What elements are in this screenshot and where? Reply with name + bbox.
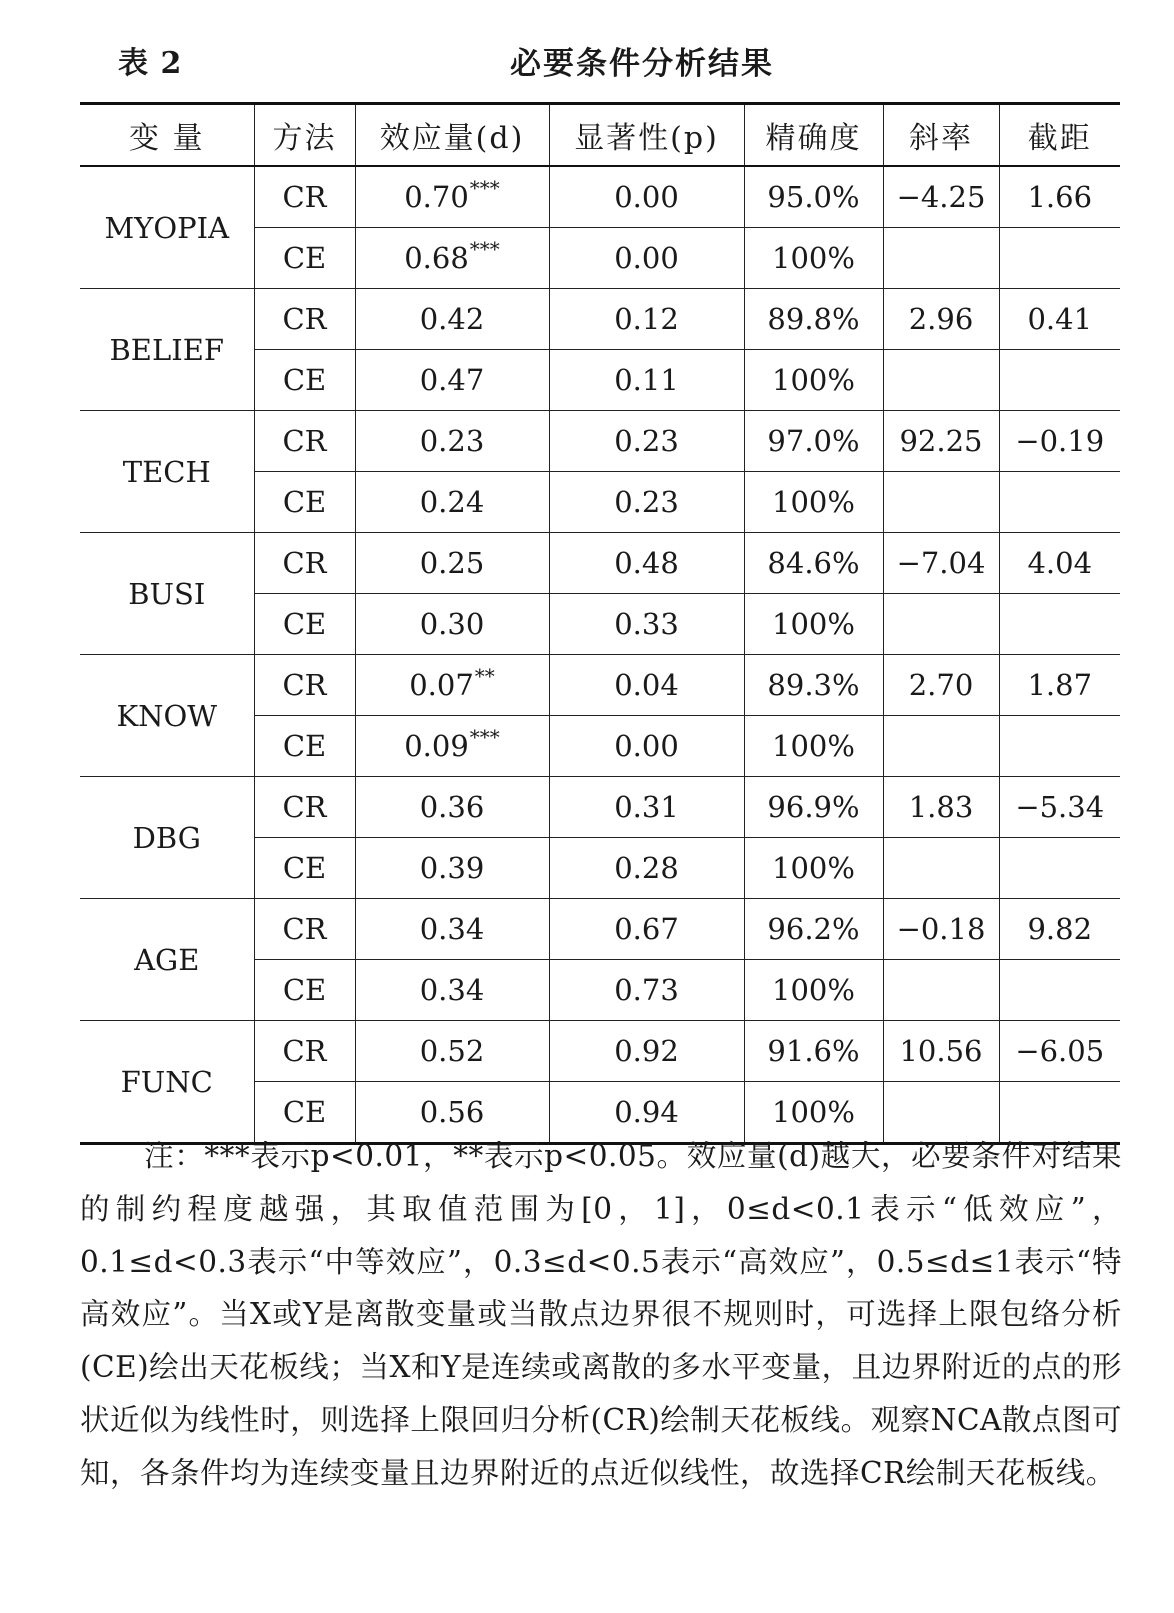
significance-marker: *** (469, 725, 500, 749)
accuracy-cell: 100% (744, 350, 883, 411)
accuracy-cell: 100% (744, 716, 883, 777)
slope-cell: −7.04 (883, 533, 999, 594)
intercept-cell (999, 350, 1120, 411)
header-row (80, 104, 1120, 167)
table-note (80, 1130, 1122, 1500)
p-value-cell: 0.28 (549, 838, 744, 899)
p-value-cell: 0.48 (549, 533, 744, 594)
intercept-cell: 4.04 (999, 533, 1120, 594)
accuracy-cell: 95.0% (744, 166, 883, 228)
variable-cell: TECH (80, 411, 254, 533)
effect-size-value: 0.07 (409, 668, 474, 702)
method-cell: CE (254, 472, 355, 533)
table-row (80, 777, 1120, 838)
header-method: 方法 (254, 104, 355, 167)
effect-size-value: 0.68 (404, 241, 469, 275)
slope-cell: −4.25 (883, 166, 999, 228)
method-cell: CR (254, 899, 355, 960)
effect-size-value: 0.42 (419, 302, 485, 336)
p-value-cell: 0.67 (549, 899, 744, 960)
header-intercept: 截距 (999, 104, 1120, 167)
significance-marker: *** (469, 237, 500, 261)
p-value-cell: 0.73 (549, 960, 744, 1021)
accuracy-cell: 97.0% (744, 411, 883, 472)
intercept-cell: 0.41 (999, 289, 1120, 350)
effect-size-value: 0.52 (419, 1034, 485, 1068)
intercept-cell: 9.82 (999, 899, 1120, 960)
method-cell: CE (254, 228, 355, 289)
intercept-cell: 1.66 (999, 166, 1120, 228)
slope-cell: −0.18 (883, 899, 999, 960)
effect-size-cell (355, 1021, 549, 1082)
slope-cell (883, 472, 999, 533)
method-cell: CR (254, 411, 355, 472)
slope-cell: 10.56 (883, 1021, 999, 1082)
results-table (80, 102, 1120, 1145)
accuracy-cell: 100% (744, 472, 883, 533)
accuracy-cell: 91.6% (744, 1021, 883, 1082)
intercept-cell: −6.05 (999, 1021, 1120, 1082)
method-cell: CR (254, 289, 355, 350)
significance-marker: *** (469, 176, 500, 200)
accuracy-cell: 96.2% (744, 899, 883, 960)
effect-size-cell (355, 594, 549, 655)
header-effect-size: 效应量(d) (355, 104, 549, 167)
intercept-cell: 1.87 (999, 655, 1120, 716)
variable-cell: BUSI (80, 533, 254, 655)
p-value-cell: 0.31 (549, 777, 744, 838)
effect-size-value: 0.34 (419, 912, 485, 946)
effect-size-cell (355, 838, 549, 899)
slope-cell: 2.70 (883, 655, 999, 716)
method-cell: CR (254, 777, 355, 838)
intercept-cell: −5.34 (999, 777, 1120, 838)
header-accuracy: 精确度 (744, 104, 883, 167)
table-caption (0, 30, 1174, 90)
effect-size-cell (355, 166, 549, 228)
accuracy-cell: 100% (744, 228, 883, 289)
effect-size-cell (355, 289, 549, 350)
method-cell: CR (254, 655, 355, 716)
slope-cell: 2.96 (883, 289, 999, 350)
accuracy-cell: 100% (744, 1082, 883, 1144)
header-slope: 斜率 (883, 104, 999, 167)
method-cell: CE (254, 350, 355, 411)
table-row (80, 533, 1120, 594)
p-value-cell: 0.00 (549, 228, 744, 289)
intercept-cell (999, 716, 1120, 777)
p-value-cell: 0.94 (549, 1082, 744, 1144)
method-cell: CR (254, 1021, 355, 1082)
p-value-cell: 0.00 (549, 716, 744, 777)
effect-size-value: 0.25 (419, 546, 485, 580)
p-value-cell: 0.12 (549, 289, 744, 350)
table-row (80, 899, 1120, 960)
intercept-cell (999, 228, 1120, 289)
table-body (80, 166, 1120, 1144)
header-significance: 显著性(p) (549, 104, 744, 167)
significance-marker: ** (474, 664, 495, 688)
intercept-cell (999, 960, 1120, 1021)
accuracy-cell: 100% (744, 960, 883, 1021)
effect-size-cell (355, 716, 549, 777)
variable-cell: BELIEF (80, 289, 254, 411)
effect-size-cell (355, 228, 549, 289)
effect-size-value: 0.56 (419, 1095, 485, 1129)
p-value-cell: 0.04 (549, 655, 744, 716)
method-cell: CE (254, 1082, 355, 1144)
method-cell: CR (254, 166, 355, 228)
note-text: 注：***表示p<0.01，**表示p<0.05。效应量(d)越大，必要条件对结果的制约程度越强，其取值范围为[0，1]，0≤d<0.1表示“低效应”，0.1≤d<0.3表示“中等效应”，0.3≤d<0.5表示“高效应”，0.5≤d≤1表示“特高效应”。当X或Y是离散变量或当散点边界很不规则时，可选择上限包络分析(CE)绘出天花板线；当X和Y是连续或离散的多水平变量，且边界附近的点的形状近似为线性时，则选择上限回归分析(CR)绘制天花板线。观察NCA散点图可知，各条件均为连续变量且边界附近的点近似线性，故选择CR绘制天花板线。 (80, 1139, 1122, 1490)
p-value-cell: 0.00 (549, 166, 744, 228)
slope-cell (883, 960, 999, 1021)
slope-cell (883, 228, 999, 289)
table-number: 表 2 (118, 46, 183, 81)
effect-size-cell (355, 411, 549, 472)
slope-cell: 1.83 (883, 777, 999, 838)
effect-size-cell (355, 350, 549, 411)
p-value-cell: 0.33 (549, 594, 744, 655)
p-value-cell: 0.92 (549, 1021, 744, 1082)
accuracy-cell: 100% (744, 838, 883, 899)
effect-size-value: 0.39 (419, 851, 485, 885)
variable-cell: KNOW (80, 655, 254, 777)
method-cell: CE (254, 838, 355, 899)
effect-size-cell (355, 960, 549, 1021)
accuracy-cell: 100% (744, 594, 883, 655)
slope-cell (883, 350, 999, 411)
effect-size-value: 0.47 (419, 363, 485, 397)
p-value-cell: 0.23 (549, 411, 744, 472)
intercept-cell (999, 594, 1120, 655)
p-value-cell: 0.23 (549, 472, 744, 533)
effect-size-value: 0.36 (419, 790, 485, 824)
table-row (80, 166, 1120, 228)
method-cell: CR (254, 533, 355, 594)
intercept-cell (999, 472, 1120, 533)
variable-cell: FUNC (80, 1021, 254, 1144)
effect-size-value: 0.30 (419, 607, 485, 641)
table-row (80, 655, 1120, 716)
slope-cell (883, 716, 999, 777)
variable-cell: MYOPIA (80, 166, 254, 289)
method-cell: CE (254, 716, 355, 777)
method-cell: CE (254, 960, 355, 1021)
effect-size-value: 0.24 (419, 485, 485, 519)
effect-size-value: 0.23 (419, 424, 485, 458)
variable-cell: DBG (80, 777, 254, 899)
table-title-wrapper (0, 38, 1174, 83)
table-row (80, 1021, 1120, 1082)
intercept-cell: −0.19 (999, 411, 1120, 472)
slope-cell (883, 838, 999, 899)
effect-size-cell (355, 533, 549, 594)
table-row (80, 411, 1120, 472)
effect-size-cell (355, 472, 549, 533)
variable-cell: AGE (80, 899, 254, 1021)
header-variable: 变 量 (80, 104, 254, 167)
effect-size-cell (355, 899, 549, 960)
p-value-cell: 0.11 (549, 350, 744, 411)
table-title: 必要条件分析结果 (510, 46, 774, 82)
accuracy-cell: 89.3% (744, 655, 883, 716)
accuracy-cell: 96.9% (744, 777, 883, 838)
accuracy-cell: 89.8% (744, 289, 883, 350)
table-row (80, 289, 1120, 350)
method-cell: CE (254, 594, 355, 655)
effect-size-cell (355, 777, 549, 838)
intercept-cell (999, 838, 1120, 899)
accuracy-cell: 84.6% (744, 533, 883, 594)
slope-cell (883, 594, 999, 655)
effect-size-value: 0.70 (404, 180, 469, 214)
effect-size-value: 0.34 (419, 973, 485, 1007)
effect-size-cell (355, 655, 549, 716)
effect-size-value: 0.09 (404, 729, 469, 763)
slope-cell: 92.25 (883, 411, 999, 472)
